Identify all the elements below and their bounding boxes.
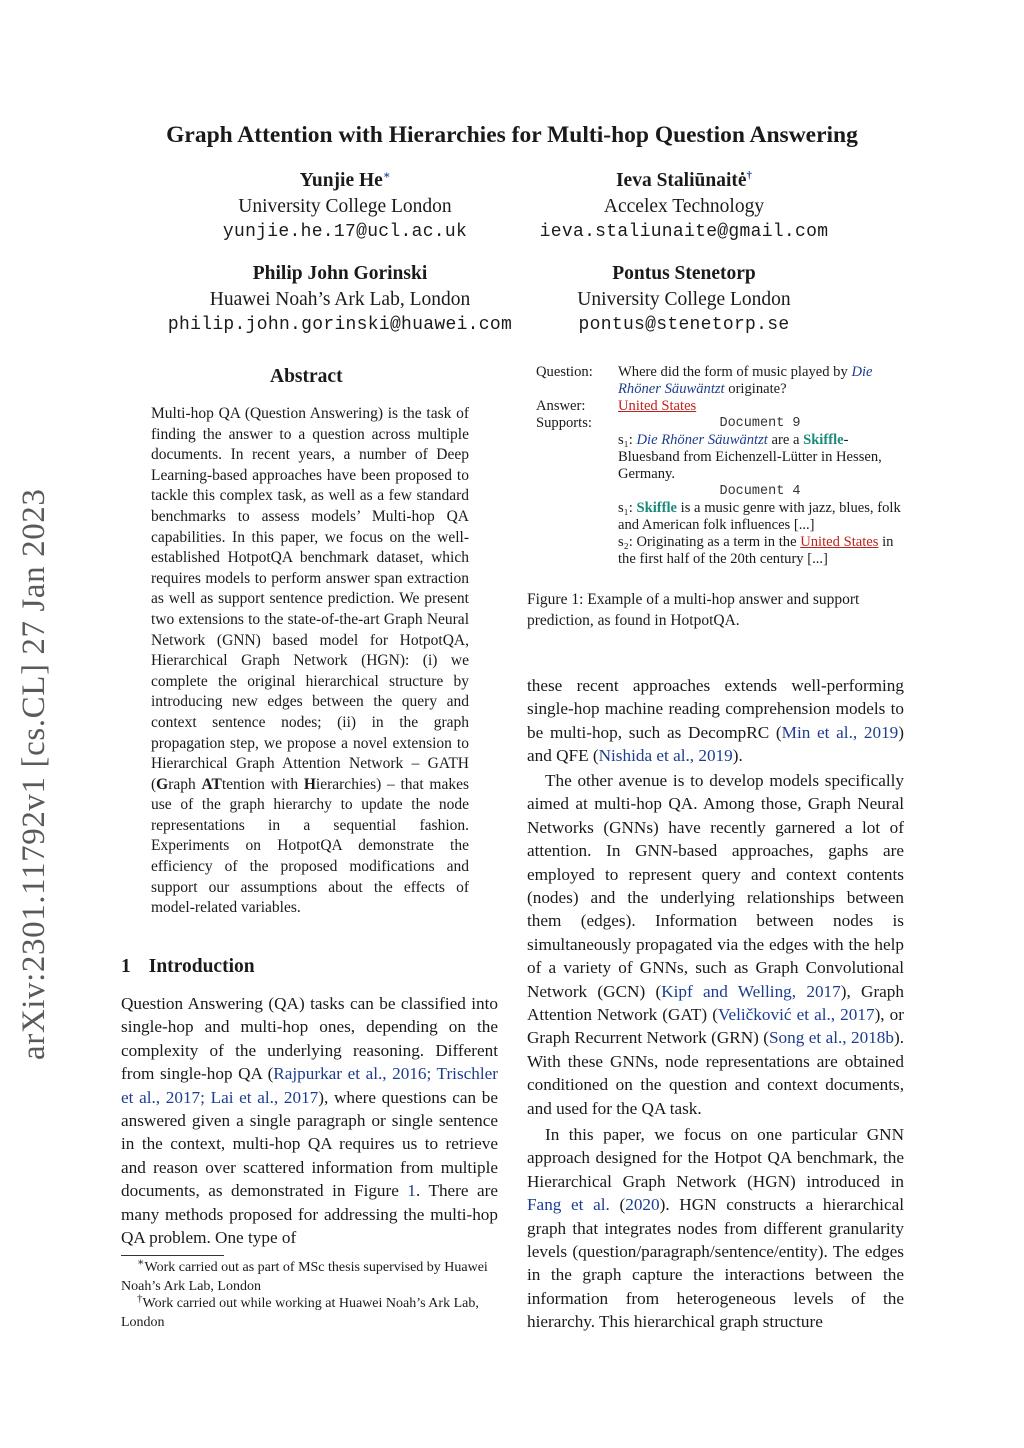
- figure-1: [536, 364, 902, 568]
- author-email[interactable]: philip.john.gorinski@huawei.com: [167, 315, 513, 335]
- abstract-heading: Abstract: [270, 366, 343, 387]
- intro-paragraph: Question Answering (QA) tasks can be classified into single-hop and multi-hop ones, depending on the complexity of the underlying reasoning. Different from single-hop QA (Rajpurkar et al., 2016; Trischler et al., 2017; Lai et al., 2017), where questions can be answered given a single paragraph or single sentence in the context, multi-hop QA requires us to retrieve and reason over scattered information from multiple documents, as demonstrated in Figure 1. There are many methods proposed for addressing the multi-hop QA problem. One type of: [121, 994, 498, 1248]
- figure-supports-row: Supports: Document 9 s₁: Die Rhöner Säuwäntzt are a Skiffle-Bluesband from Eichenzell-Lütter in Hessen, Germany. Document 4 s₁: Skiffle is a music genre with jazz, blues, folk and American folk influences [...] s₂: Originating as a term in the United States in the first half of the 20th century [...]: [536, 415, 901, 567]
- document-label: Document 4: [719, 484, 801, 499]
- author-email[interactable]: ieva.staliunaite@gmail.com: [539, 222, 829, 242]
- author-block-3: [140, 261, 540, 338]
- author-name: Ieva Staliūnaitė†: [615, 169, 753, 191]
- document-label: Document 9: [719, 416, 801, 431]
- citation-link[interactable]: Veličković et al., 2017: [717, 1005, 875, 1025]
- author-name: Yunjie He∗: [299, 169, 391, 191]
- author-name: Philip John Gorinski: [252, 263, 428, 284]
- right-paragraph-3: In this paper, we focus on one particular GNN approach designed for the Hotpot QA benchmark, the Hierarchical Graph Network (HGN) introduced in Fang et al. (2020). HGN constructs a hierarchical graph that integrates nodes from different granularity levels (question/paragraph/sentence/entity). The edges in the graph capture the interactions between the information from heterogeneous levels of the hierarchy. This hierarchical graph structure: [527, 1125, 904, 1332]
- author-block-1: [180, 168, 510, 245]
- author-email[interactable]: pontus@stenetorp.se: [578, 315, 790, 335]
- author-affiliation: Accelex Technology: [603, 196, 765, 217]
- citation-link[interactable]: Fang et al.: [527, 1195, 610, 1215]
- answer-link[interactable]: United States: [618, 398, 697, 414]
- citation-link[interactable]: 2020: [625, 1195, 660, 1215]
- author-block-2: [508, 168, 860, 245]
- author-email[interactable]: yunjie.he.17@ucl.ac.uk: [222, 222, 468, 242]
- footnote-1: ∗Work carried out as part of MSc thesis supervised by Huawei Noah’s Ark Lab, London: [121, 1256, 488, 1294]
- figure-question-row: Question: Where did the form of music played by Die Rhöner Säuwäntzt originate?: [536, 364, 873, 397]
- section-heading-introduction: 1 Introduction: [121, 956, 255, 977]
- right-paragraph-2: The other avenue is to develop models specifically aimed at multi-hop QA. Among those, Graph Neural Networks (GNNs) have recently garnered a lot of attention. In GNN-based approaches, gaphs are employed to represent query and context contents (nodes) and the underlying relationships between them (edges). Information between nodes is simultaneously propagated via the edges with the help of a variety of GNNs, such as Graph Convolutional Network (GCN) (Kipf and Welling, 2017), Graph Attention Network (GAT) (Veličković et al., 2017), or Graph Recurrent Network (GRN) (Song et al., 2018b). With these GNNs, node representations are obtained conditioned on the question and context documents, and used for the QA task.: [527, 771, 905, 1118]
- paper-title: Graph Attention with Hierarchies for Multi-hop Question Answering: [166, 122, 858, 148]
- footnote-2: †Work carried out while working at Huawei Noah’s Ark Lab, London: [121, 1292, 479, 1330]
- author-affiliation: University College London: [577, 289, 791, 310]
- right-paragraph-1: these recent approaches extends well-performing single-hop machine reading comprehension models to be multi-hop, such as DecompRC (Min et al., 2019) and QFE (Nishida et al., 2019).: [527, 676, 904, 766]
- citation-link[interactable]: Kipf and Welling, 2017: [661, 981, 841, 1001]
- figure-answer-row: Answer: United States: [536, 398, 902, 415]
- citation-link[interactable]: Nishida et al., 2019: [598, 746, 733, 766]
- author-affiliation: University College London: [238, 196, 452, 217]
- citation-link[interactable]: Song et al., 2018b: [769, 1028, 894, 1048]
- author-name: Pontus Stenetorp: [612, 263, 756, 284]
- figure-ref-link[interactable]: 1: [407, 1181, 416, 1201]
- citation-link[interactable]: Min et al., 2019: [781, 722, 899, 742]
- arxiv-identifier: arXiv:2301.11792v1 [cs.CL] 27 Jan 2023: [16, 488, 52, 1060]
- figure-caption: Figure 1: Example of a multi-hop answer and support prediction, as found in HotpotQA.: [527, 591, 860, 629]
- author-affiliation: Huawei Noah’s Ark Lab, London: [209, 289, 471, 310]
- abstract-body: Multi-hop QA (Question Answering) is the task of finding the answer to a question across multiple documents. In recent years, a number of Deep Learning-based approaches have been proposed to tackle this complex task, as well as a few standard benchmarks to assess models’ Multi-hop QA capabilities. In this paper, we focus on the well-established HotpotQA benchmark dataset, which requires models to perform answer span extraction as well as support sentence prediction. We present two extensions to the state-of-the-art Graph Neural Network (GNN) based model for HotpotQA, Hierarchical Graph Network (HGN): (i) we complete the original hierarchical structure by introducing new edges between the query and context sentence nodes; (ii) in the graph propagation step, we propose a novel extension to Hierarchical Graph Attention Network – GATH (Graph ATtention with Hierarchies) – that makes use of the graph hierarchy to update the node representations in a sequential fashion. Experiments on HotpotQA demonstrate the efficiency of the proposed modifications and support our assumptions about the effects of model-related variables.: [151, 405, 470, 917]
- citation-link[interactable]: Rajpurkar et al., 2016; Trischler et al., 2017; Lai et al., 2017: [121, 1064, 498, 1107]
- author-block-4: [540, 261, 828, 338]
